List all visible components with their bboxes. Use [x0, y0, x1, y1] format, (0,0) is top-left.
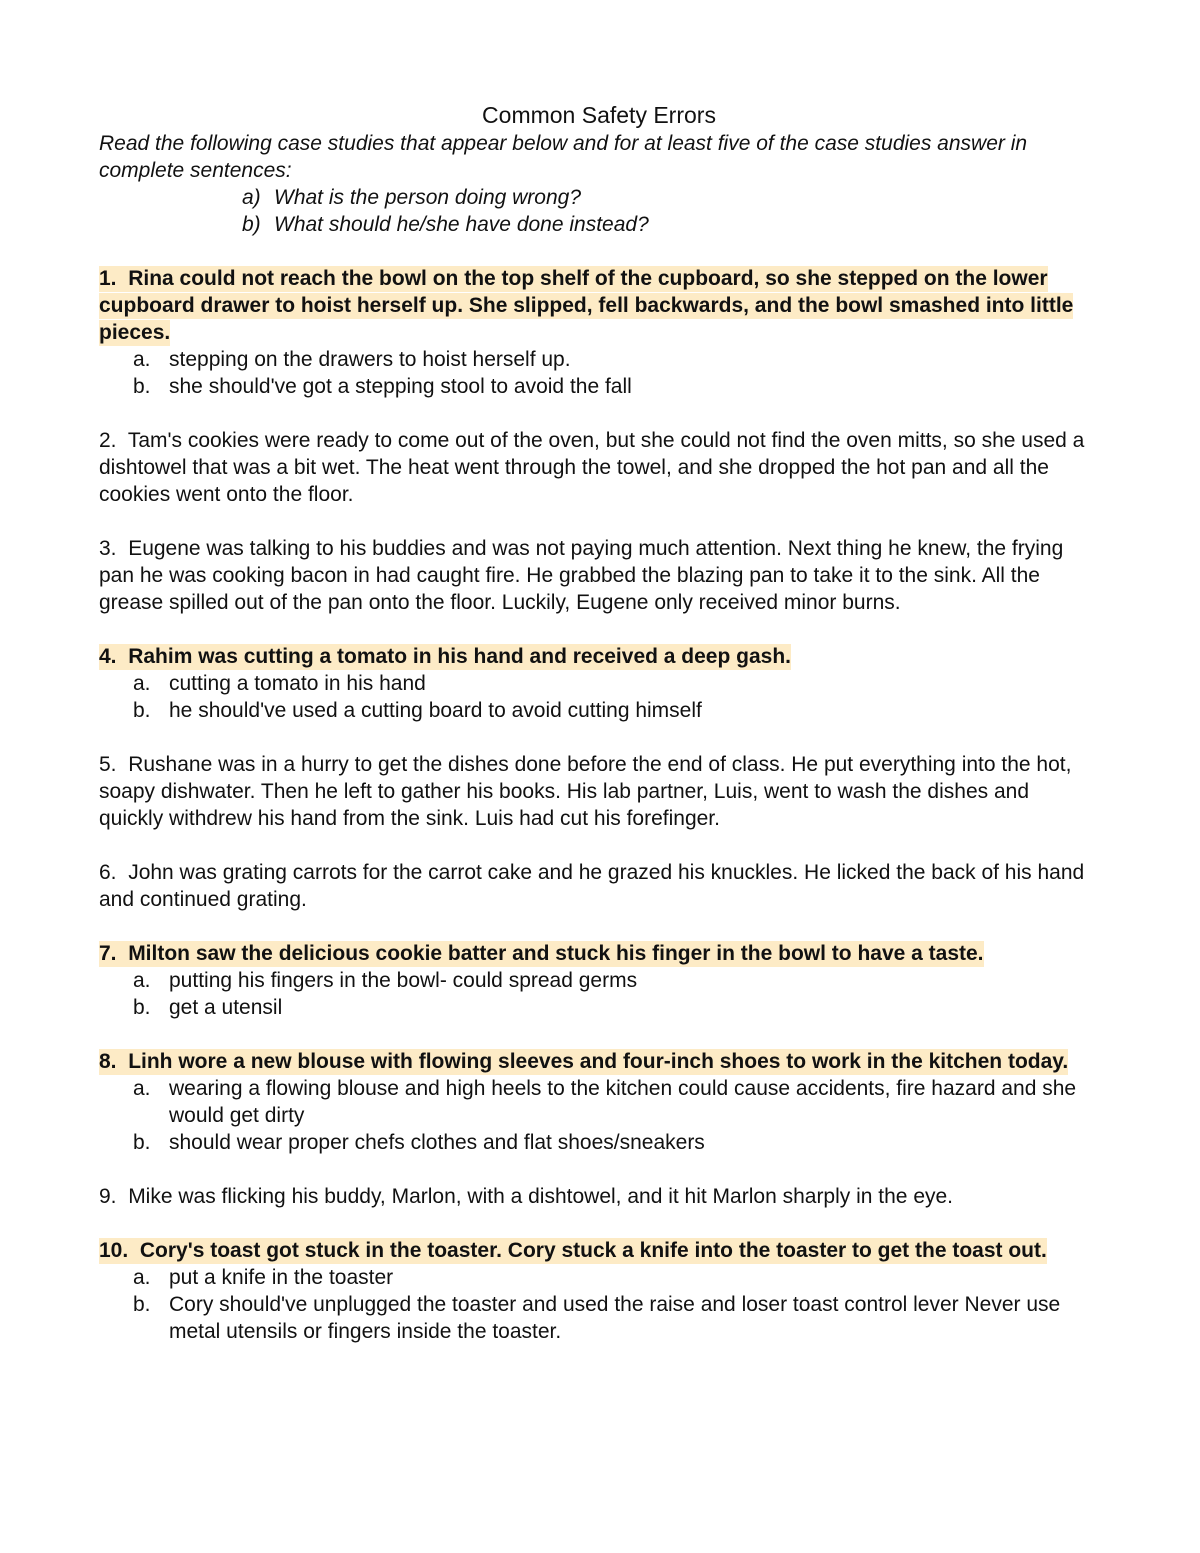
answer-text: putting his fingers in the bowl- could spread germs — [169, 969, 638, 992]
answer-list — [99, 670, 1099, 724]
case-prompt — [99, 427, 1099, 508]
answer-text: he should've used a cutting board to avoid cutting himself — [169, 699, 702, 722]
case-highlight — [99, 941, 984, 967]
answer-text: she should've got a stepping stool to avoid the fall — [169, 375, 632, 398]
answer-marker: b. — [133, 699, 151, 722]
case-highlight — [99, 1238, 1047, 1264]
question-marker: b) — [242, 213, 261, 236]
answer-item — [99, 346, 1099, 373]
case-study-2 — [99, 427, 1099, 508]
answer-list — [99, 1075, 1099, 1156]
case-prompt — [99, 1048, 1099, 1075]
instructions: Read the following case studies that appear below and for at least five of the case studies answer in complete sentences: — [99, 132, 1028, 182]
case-study-4 — [99, 643, 1099, 724]
case-study-10 — [99, 1237, 1099, 1345]
answer-item — [99, 1291, 1099, 1345]
answer-marker: b. — [133, 1131, 151, 1154]
case-number: 3. — [99, 537, 117, 560]
case-study-3 — [99, 535, 1099, 616]
question-item — [99, 211, 1099, 238]
case-study-7 — [99, 940, 1099, 1021]
answer-text: get a utensil — [169, 996, 283, 1019]
answer-marker: b. — [133, 996, 151, 1019]
case-prompt — [99, 859, 1099, 913]
case-prompt — [99, 940, 1099, 967]
answer-marker: a. — [133, 969, 151, 992]
case-study-6 — [99, 859, 1099, 913]
case-number: 9. — [99, 1185, 117, 1208]
case-number: 5. — [99, 753, 117, 776]
case-text: Rushane was in a hurry to get the dishes done before the end of class. He put everything into the hot, soapy dishwater. Then he left to gather his books. His lab partner, Luis, went to wash the dishes and quickly withdrew his hand from the sink. Luis had cut his forefinger. — [99, 753, 1072, 830]
case-number: 7. — [99, 942, 117, 965]
case-highlight — [99, 644, 791, 670]
case-text: Eugene was talking to his buddies and was not paying much attention. Next thing he knew, the frying pan he was cooking bacon in had caught fire. He grabbed the blazing pan to take it to the sink. All the grease spilled out of the pan onto the floor. Luckily, Eugene only received minor burns. — [99, 537, 1064, 614]
document-title: Common Safety Errors — [482, 102, 716, 128]
answer-list — [99, 967, 1099, 1021]
case-prompt — [99, 1183, 1099, 1210]
document-page — [99, 99, 1099, 1345]
case-study-8 — [99, 1048, 1099, 1156]
answer-text: wearing a flowing blouse and high heels to the kitchen could cause accidents, fire hazard and she would get dirty — [169, 1077, 1077, 1127]
answer-marker: a. — [133, 1266, 151, 1289]
answer-item — [99, 1264, 1099, 1291]
answer-item — [99, 994, 1099, 1021]
answer-item — [99, 967, 1099, 994]
case-study-9 — [99, 1183, 1099, 1210]
answer-marker: b. — [133, 1293, 151, 1316]
answer-list — [99, 1264, 1099, 1345]
answer-text: stepping on the drawers to hoist herself up. — [169, 348, 571, 371]
question-list — [99, 184, 1099, 238]
case-prompt — [99, 265, 1099, 346]
case-highlight — [99, 1049, 1068, 1075]
case-number: 4. — [99, 645, 117, 668]
case-number: 1. — [99, 267, 117, 290]
case-study-1 — [99, 265, 1099, 400]
answer-text: put a knife in the toaster — [169, 1266, 394, 1289]
answer-marker: b. — [133, 375, 151, 398]
answer-item — [99, 373, 1099, 400]
case-text: Milton saw the delicious cookie batter and stuck his finger in the bowl to have a taste. — [128, 942, 984, 965]
answer-list — [99, 346, 1099, 400]
case-highlight — [99, 266, 1073, 346]
case-prompt — [99, 751, 1099, 832]
answer-item — [99, 670, 1099, 697]
answer-item — [99, 1075, 1099, 1129]
case-text: Mike was flicking his buddy, Marlon, with a dishtowel, and it hit Marlon sharply in the eye. — [128, 1185, 954, 1208]
case-number: 10. — [99, 1239, 129, 1262]
answer-marker: a. — [133, 672, 151, 695]
question-marker: a) — [242, 186, 261, 209]
case-text: Tam's cookies were ready to come out of the oven, but she could not find the oven mitts, so she used a dishtowel that was a bit wet. The heat went through the towel, and she dropped the hot pan and all the cookies went onto the floor. — [99, 429, 1085, 506]
case-number: 8. — [99, 1050, 117, 1073]
case-text: Linh wore a new blouse with flowing sleeves and four-inch shoes to work in the kitchen today. — [128, 1050, 1069, 1073]
case-text: Rahim was cutting a tomato in his hand and received a deep gash. — [128, 645, 791, 668]
case-prompt — [99, 535, 1099, 616]
case-text: John was grating carrots for the carrot cake and he grazed his knuckles. He licked the back of his hand and continued grating. — [99, 861, 1085, 911]
answer-item — [99, 697, 1099, 724]
answer-marker: a. — [133, 348, 151, 371]
question-item — [99, 184, 1099, 211]
answer-text: should wear proper chefs clothes and flat shoes/sneakers — [169, 1131, 705, 1154]
case-number: 2. — [99, 429, 117, 452]
case-text: Cory's toast got stuck in the toaster. Cory stuck a knife into the toaster to get the toast out. — [139, 1239, 1047, 1262]
question-text: What should he/she have done instead? — [274, 213, 649, 236]
answer-item — [99, 1129, 1099, 1156]
case-prompt — [99, 1237, 1099, 1264]
case-study-5 — [99, 751, 1099, 832]
question-text: What is the person doing wrong? — [274, 186, 582, 209]
answer-marker: a. — [133, 1077, 151, 1100]
case-text: Rina could not reach the bowl on the top shelf of the cupboard, so she stepped on the lower cupboard drawer to hoist herself up. She slipped, fell backwards, and the bowl smashed into little pieces. — [99, 267, 1074, 344]
case-prompt — [99, 643, 1099, 670]
case-number: 6. — [99, 861, 117, 884]
answer-text: cutting a tomato in his hand — [169, 672, 426, 695]
answer-text: Cory should've unplugged the toaster and used the raise and loser toast control lever Never use metal utensils or fingers inside the toaster. — [169, 1293, 1061, 1343]
